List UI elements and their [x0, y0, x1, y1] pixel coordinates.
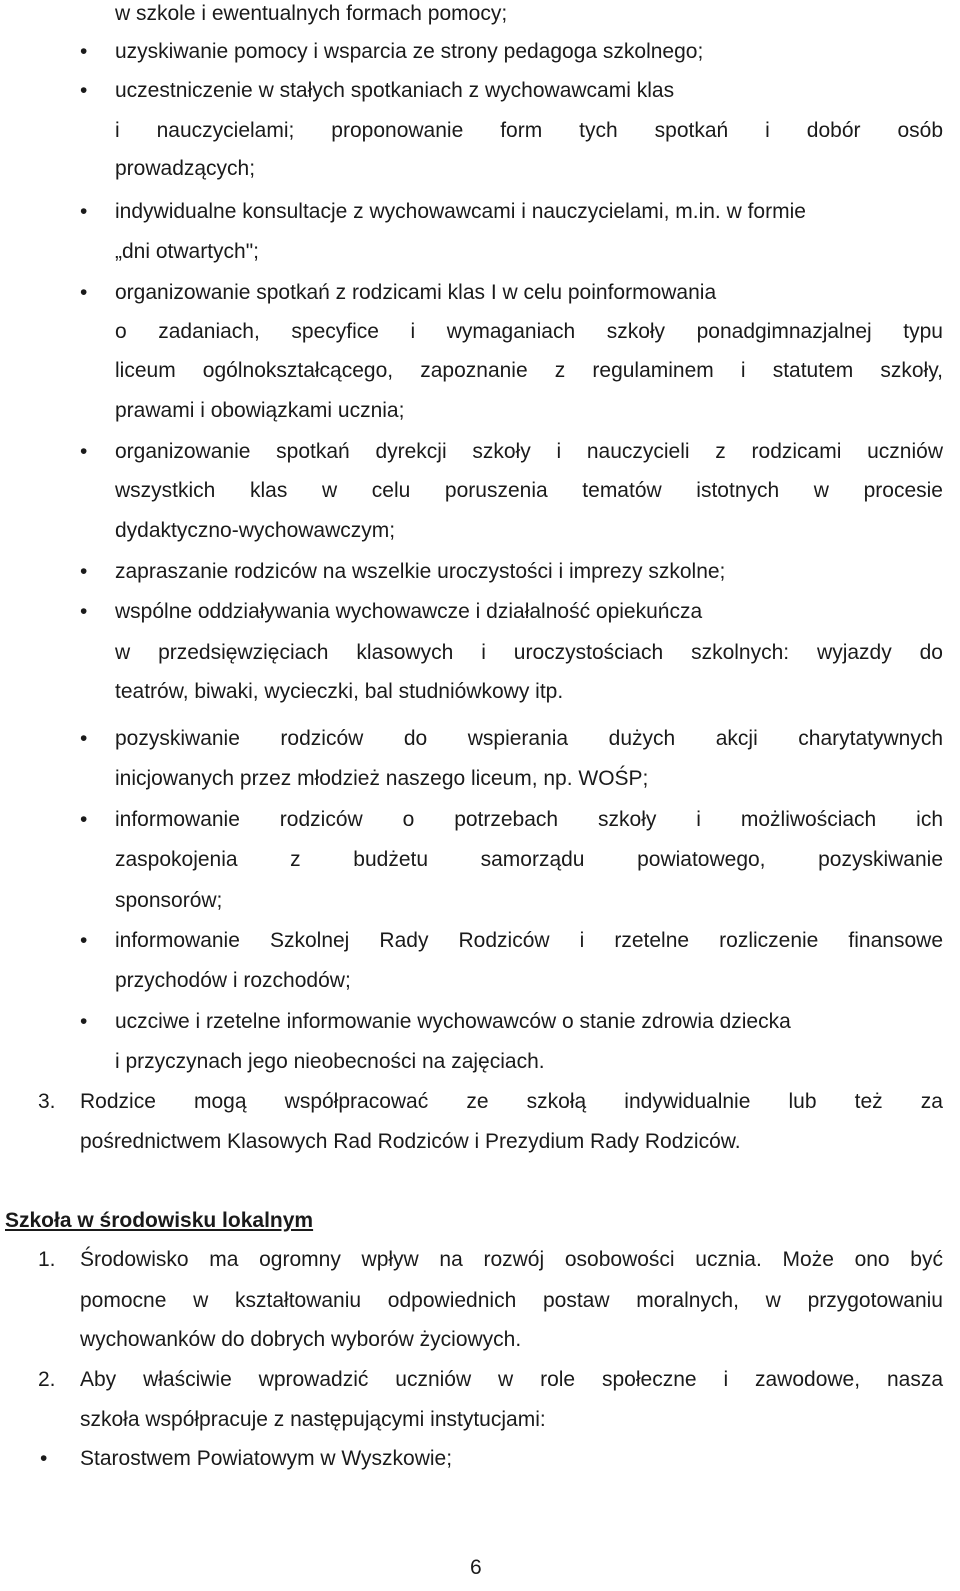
text-line: organizowanie spotkań dyrekcji szkoły i nauczycieli z rodzicami uczniów	[115, 440, 943, 463]
text-line: zaspokojenia z budżetu samorządu powiatowego, pozyskiwanie	[115, 848, 943, 871]
text-line: uczciwe i rzetelne informowanie wychowawców o stanie zdrowia dziecka	[115, 1010, 791, 1033]
bullet: •	[80, 560, 88, 583]
bullet: •	[80, 1010, 88, 1033]
text-line: inicjowanych przez młodzież naszego liceum, np. WOŚP;	[115, 767, 649, 790]
text-line: liceum ogólnokształcącego, zapoznanie z regulaminem i statutem szkoły,	[115, 359, 943, 382]
list-number: 1.	[38, 1248, 56, 1271]
text-line: o zadaniach, specyfice i wymaganiach szkoły ponadgimnazjalnej typu	[115, 320, 943, 343]
text-line: przychodów i rozchodów;	[115, 969, 351, 992]
bullet: •	[40, 1447, 48, 1470]
bullet: •	[80, 40, 88, 63]
text-line: informowanie rodziców o potrzebach szkoły i możliwościach ich	[115, 808, 943, 831]
list-number: 3.	[38, 1090, 56, 1113]
text-line: i przyczynach jego nieobecności na zajęciach.	[115, 1050, 545, 1073]
text-line: prawami i obowiązkami ucznia;	[115, 399, 405, 422]
text-line: organizowanie spotkań z rodzicami klas I w celu poinformowania	[115, 281, 717, 304]
text-line: w przedsięwzięciach klasowych i uroczystościach szkolnych: wyjazdy do	[115, 641, 943, 664]
text-line: indywidualne konsultacje z wychowawcami i nauczycielami, m.in. w formie	[115, 200, 806, 223]
section-heading: Szkoła w środowisku lokalnym	[5, 1209, 314, 1232]
text-line: w szkole i ewentualnych formach pomocy;	[115, 2, 508, 25]
bullet: •	[80, 929, 88, 952]
text-line: Środowisko ma ogromny wpływ na rozwój osobowości ucznia. Może ono być	[80, 1248, 943, 1271]
text-line: wspólne oddziaływania wychowawcze i działalność opiekuńcza	[115, 600, 703, 623]
text-line: zapraszanie rodziców na wszelkie uroczystości i imprezy szkolne;	[115, 560, 726, 583]
text-line: i nauczycielami; proponowanie form tych spotkań i dobór osób	[115, 119, 943, 142]
bullet: •	[80, 79, 88, 102]
text-line: prowadzących;	[115, 157, 256, 180]
bullet: •	[80, 281, 88, 304]
text-line: pozyskiwanie rodziców do wspierania dużych akcji charytatywnych	[115, 727, 943, 750]
list-number: 2.	[38, 1368, 56, 1391]
page-number: 6	[470, 1556, 482, 1579]
text-line: uzyskiwanie pomocy i wsparcia ze strony pedagoga szkolnego;	[115, 40, 704, 63]
text-line: wszystkich klas w celu poruszenia tematów istotnych w procesie	[115, 479, 943, 502]
text-line: Aby właściwie wprowadzić uczniów w role społeczne i zawodowe, nasza	[80, 1368, 943, 1391]
bullet: •	[80, 808, 88, 831]
bullet: •	[80, 200, 88, 223]
text-line: wychowanków do dobrych wyborów życiowych.	[80, 1328, 522, 1351]
text-line: sponsorów;	[115, 889, 223, 912]
bullet: •	[80, 440, 88, 463]
bullet: •	[80, 600, 88, 623]
text-line: Starostwem Powiatowym w Wyszkowie;	[80, 1447, 453, 1470]
text-line: Rodzice mogą współpracować ze szkołą indywidualnie lub też za	[80, 1090, 943, 1113]
text-line: pomocne w kształtowaniu odpowiednich postaw moralnych, w przygotowaniu	[80, 1289, 943, 1312]
text-line: uczestniczenie w stałych spotkaniach z wychowawcami klas	[115, 79, 675, 102]
text-line: dydaktyczno-wychowawczym;	[115, 519, 396, 542]
text-line: teatrów, biwaki, wycieczki, bal studniówkowy itp.	[115, 680, 564, 703]
text-line: informowanie Szkolnej Rady Rodziców i rzetelne rozliczenie finansowe	[115, 929, 943, 952]
bullet: •	[80, 727, 88, 750]
text-line: szkoła współpracuje z następującymi instytucjami:	[80, 1408, 546, 1431]
text-line: „dni otwartych";	[115, 240, 260, 263]
text-line: pośrednictwem Klasowych Rad Rodziców i Prezydium Rady Rodziców.	[80, 1130, 741, 1153]
